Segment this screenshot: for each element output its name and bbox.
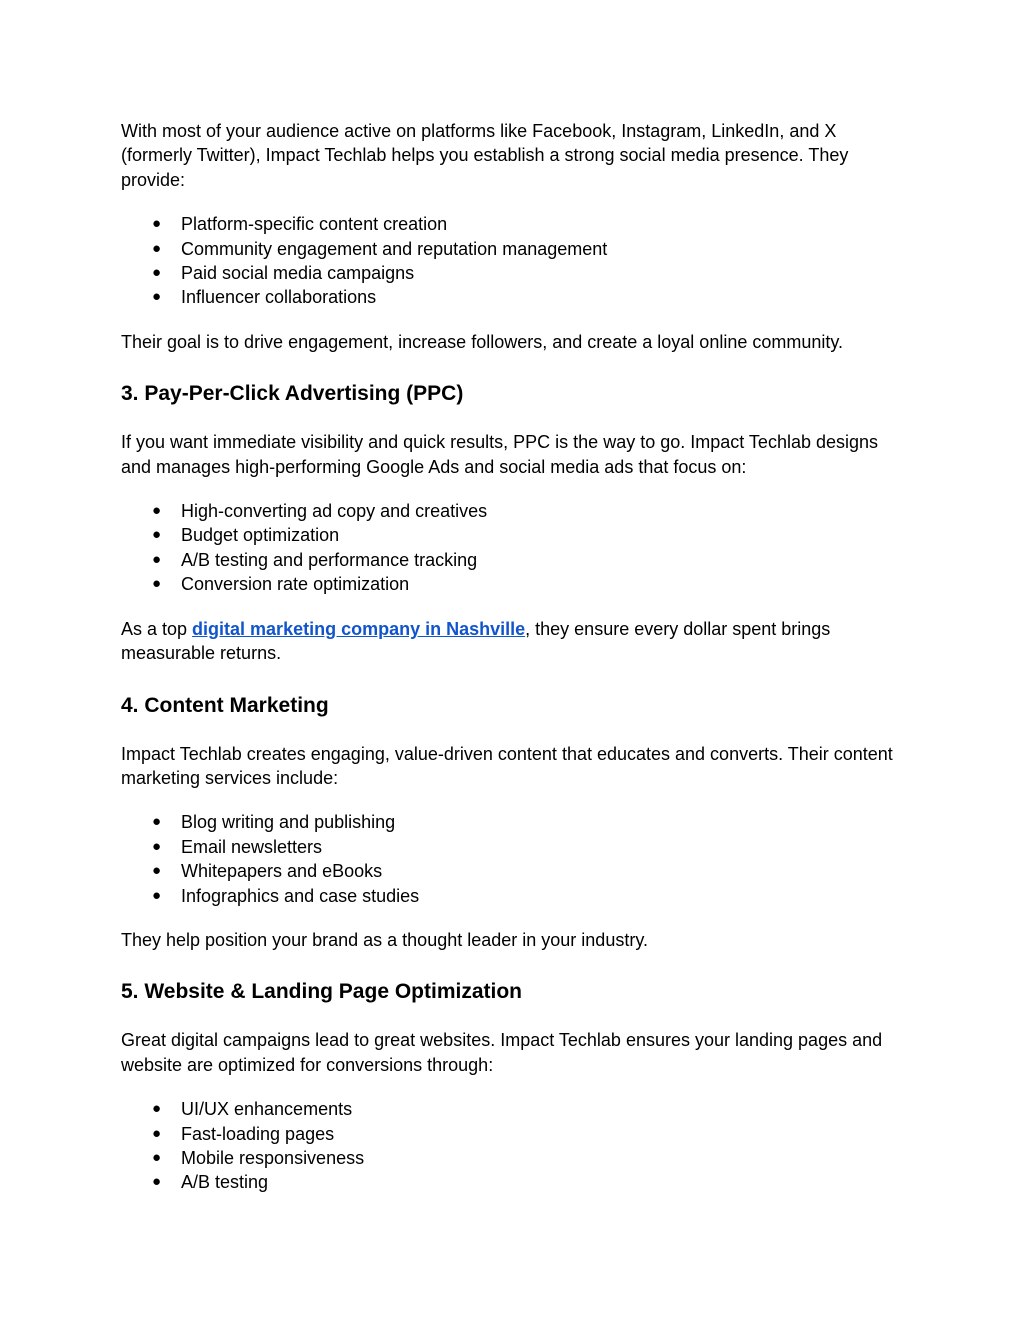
- content-intro-paragraph: Impact Techlab creates engaging, value-driven content that educates and converts. Their content marketing services include:: [121, 743, 893, 788]
- list-item-text: Fast-loading pages: [181, 1123, 335, 1144]
- list-item-text: Conversion rate optimization: [181, 574, 410, 595]
- list-item-text: UI/UX enhancements: [181, 1099, 353, 1120]
- ppc-outro-text-after: , they ensure every dollar spent brings measurable returns.: [121, 618, 831, 664]
- nashville-company-link[interactable]: digital marketing company in Nashville: [192, 618, 526, 639]
- ppc-outro-paragraph: [121, 617, 911, 666]
- list-item: [121, 523, 911, 547]
- list-item-text: A/B testing: [181, 1172, 269, 1193]
- list-item: [121, 212, 911, 236]
- bullet-icon: ●: [152, 502, 162, 520]
- list-item: [121, 1170, 911, 1194]
- bullet-icon: ●: [152, 862, 162, 880]
- social-intro-paragraph: With most of your audience active on platforms like Facebook, Instagram, LinkedIn, and X (formerly Twitter), Impact Techlab helps you establish a strong social media presence. They provide:: [121, 121, 849, 190]
- bullet-icon: ●: [152, 1100, 162, 1118]
- bullet-icon: ●: [152, 264, 162, 282]
- website-intro-paragraph: Great digital campaigns lead to great websites. Impact Techlab ensures your landing pages and website are optimized for conversions through:: [121, 1030, 883, 1075]
- bullet-icon: ●: [152, 1124, 162, 1142]
- list-item: [121, 572, 911, 596]
- bullet-icon: ●: [152, 837, 162, 855]
- list-item-text: Whitepapers and eBooks: [181, 861, 383, 882]
- content-services-list: [121, 810, 911, 908]
- list-item-text: A/B testing and performance tracking: [181, 549, 478, 570]
- social-services-list: [121, 212, 911, 310]
- bullet-icon: ●: [152, 239, 162, 257]
- content-heading: 4. Content Marketing: [121, 693, 329, 717]
- social-outro-paragraph: Their goal is to drive engagement, increase followers, and create a loyal online community.: [121, 331, 844, 352]
- bullet-icon: ●: [152, 886, 162, 904]
- list-item: [121, 1122, 911, 1146]
- ppc-outro-text-before: As a top: [121, 618, 193, 639]
- list-item: [121, 499, 911, 523]
- bullet-icon: ●: [152, 526, 162, 544]
- ppc-services-list: [121, 499, 911, 597]
- list-item-text: Paid social media campaigns: [181, 263, 415, 284]
- list-item: [121, 548, 911, 572]
- bullet-icon: ●: [152, 575, 162, 593]
- list-item-text: High-converting ad copy and creatives: [181, 501, 488, 522]
- bullet-icon: ●: [152, 1173, 162, 1191]
- list-item: [121, 810, 911, 834]
- bullet-icon: ●: [152, 215, 162, 233]
- list-item-text: Influencer collaborations: [181, 287, 377, 308]
- ppc-heading: 3. Pay-Per-Click Advertising (PPC): [121, 382, 464, 406]
- list-item: [121, 835, 911, 859]
- list-item: [121, 285, 911, 309]
- list-item-text: Infographics and case studies: [181, 885, 420, 906]
- content-outro-paragraph: They help position your brand as a thought leader in your industry.: [121, 929, 648, 950]
- list-item: [121, 261, 911, 285]
- list-item-text: Email newsletters: [181, 836, 323, 857]
- bullet-icon: ●: [152, 550, 162, 568]
- bullet-icon: ●: [152, 813, 162, 831]
- list-item: [121, 1146, 911, 1170]
- list-item: [121, 884, 911, 908]
- list-item: [121, 237, 911, 261]
- ppc-intro-paragraph: If you want immediate visibility and quick results, PPC is the way to go. Impact Techlab designs and manages high-performing Google Ads and social media ads that focus on:: [121, 432, 879, 477]
- bullet-icon: ●: [152, 288, 162, 306]
- list-item-text: Blog writing and publishing: [181, 812, 396, 833]
- list-item-text: Budget optimization: [181, 525, 340, 546]
- website-heading: 5. Website & Landing Page Optimization: [121, 980, 522, 1004]
- document-page: [121, 119, 911, 1215]
- list-item-text: Community engagement and reputation management: [181, 238, 608, 259]
- website-services-list: [121, 1097, 911, 1195]
- bullet-icon: ●: [152, 1148, 162, 1166]
- list-item-text: Platform-specific content creation: [181, 214, 448, 235]
- list-item-text: Mobile responsiveness: [181, 1147, 365, 1168]
- list-item: [121, 859, 911, 883]
- list-item: [121, 1097, 911, 1121]
